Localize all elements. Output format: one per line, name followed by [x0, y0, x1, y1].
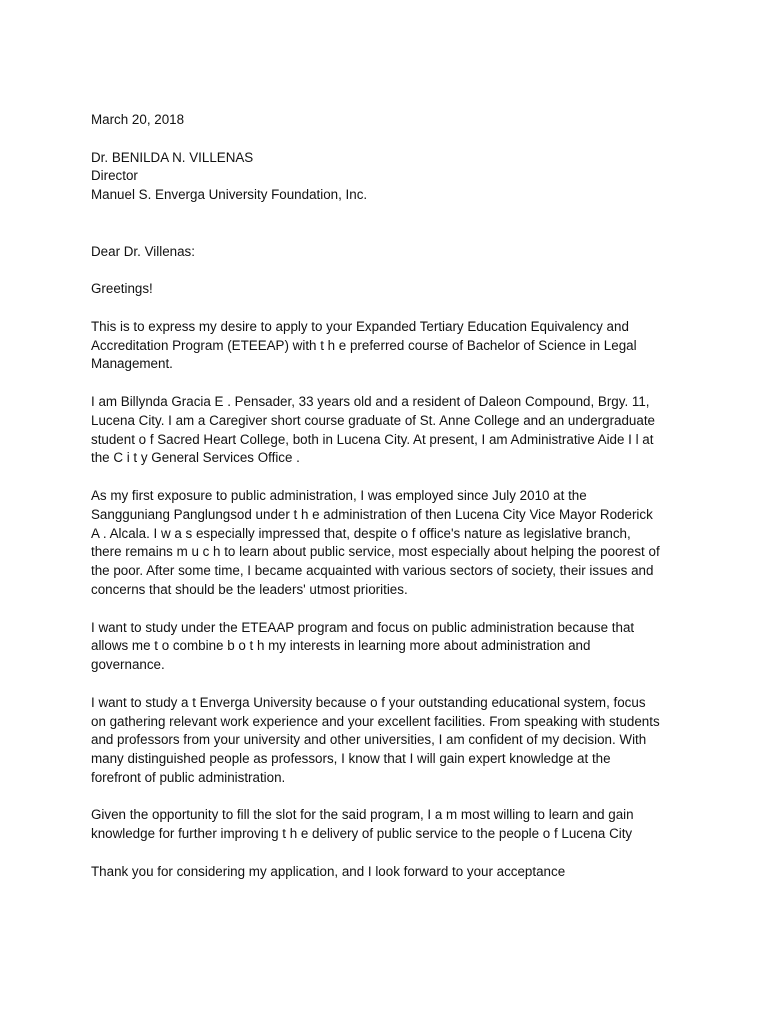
paragraph-line: governance. — [91, 657, 165, 673]
paragraph-commitment — [91, 806, 691, 844]
paragraph-line: there remains m u c h to learn about public service, most especially about helping the poorest of — [91, 544, 660, 560]
spacer — [91, 600, 691, 619]
recipient-organization: Manuel S. Enverga University Foundation, Inc. — [91, 187, 368, 203]
paragraph-line: A . Alcala. I w a s especially impressed that, despite o f office's nature as legislative branch, — [91, 525, 631, 541]
paragraph-personal-background — [91, 393, 691, 468]
paragraph-university-choice — [91, 694, 691, 788]
paragraph-line: allows me t o combine b o t h my interests in learning more about administration and — [91, 638, 591, 654]
spacer — [91, 224, 691, 243]
paragraph-line: I am Billynda Gracia E . Pensader, 33 years old and a resident of Daleon Compound, Brgy. 11, — [91, 393, 650, 409]
spacer — [91, 130, 691, 149]
paragraph-line: many distinguished people as professors, I know that I will gain expert knowledge at the — [91, 751, 611, 767]
paragraph-line: This is to express my desire to apply to your Expanded Tertiary Education Equivalency and — [91, 318, 629, 334]
paragraph-line: student o f Sacred Heart College, both in Lucena City. At present, I am Administrative Aide I l at — [91, 431, 654, 447]
paragraph-line: As my first exposure to public administration, I was employed since July 2010 at the — [91, 487, 587, 503]
paragraph-line: knowledge for further improving t h e delivery of public service to the people o f Lucena City — [91, 826, 633, 842]
letter-page — [91, 111, 691, 882]
paragraph-line: Given the opportunity to fill the slot for the said program, I a m most willing to learn and gain — [91, 807, 634, 823]
recipient-name: Dr. BENILDA N. VILLENAS — [91, 149, 254, 165]
paragraph-line: concerns that should be the leaders' utmost priorities. — [91, 581, 408, 597]
paragraph-line: and professors from your university and other universities, I am confident of my decision. With — [91, 732, 647, 748]
greeting: Greetings! — [91, 281, 153, 297]
letter-date: March 20, 2018 — [91, 112, 185, 127]
spacer — [91, 675, 691, 694]
paragraph-line: Management. — [91, 356, 173, 372]
paragraph-line: on gathering relevant work experience and your excellent facilities. From speaking with students — [91, 713, 660, 729]
spacer — [91, 788, 691, 807]
spacer — [91, 205, 691, 224]
spacer — [91, 299, 691, 318]
recipient-title: Director — [91, 168, 138, 184]
paragraph-line: the C i t y General Services Office . — [91, 450, 300, 466]
paragraph-line: forefront of public administration. — [91, 769, 286, 785]
paragraph-line: I want to study under the ETEAAP program and focus on public administration because that — [91, 619, 635, 635]
paragraph-line: Accreditation Program (ETEEAP) with t h e preferred course of Bachelor of Science in Legal — [91, 337, 637, 353]
spacer — [91, 468, 691, 487]
paragraph-application-intent — [91, 318, 691, 374]
paragraph-work-experience — [91, 487, 691, 600]
paragraph-line: I want to study a t Enverga University because o f your outstanding educational system, focus — [91, 694, 646, 710]
salutation: Dear Dr. Villenas: — [91, 243, 195, 259]
spacer — [91, 844, 691, 863]
paragraph-line: Sangguniang Panglungsod under t h e administration of then Lucena City Vice Mayor Roderick — [91, 506, 653, 522]
paragraph-closing — [91, 863, 691, 882]
spacer — [91, 374, 691, 393]
paragraph-line: Lucena City. I am a Caregiver short course graduate of St. Anne College and an undergraduate — [91, 412, 655, 428]
spacer — [91, 261, 691, 280]
paragraph-program-interest — [91, 619, 691, 675]
paragraph-line: the poor. After some time, I became acquainted with various sectors of society, their issues and — [91, 563, 654, 579]
paragraph-line: Thank you for considering my application, and I look forward to your acceptance — [91, 863, 566, 879]
